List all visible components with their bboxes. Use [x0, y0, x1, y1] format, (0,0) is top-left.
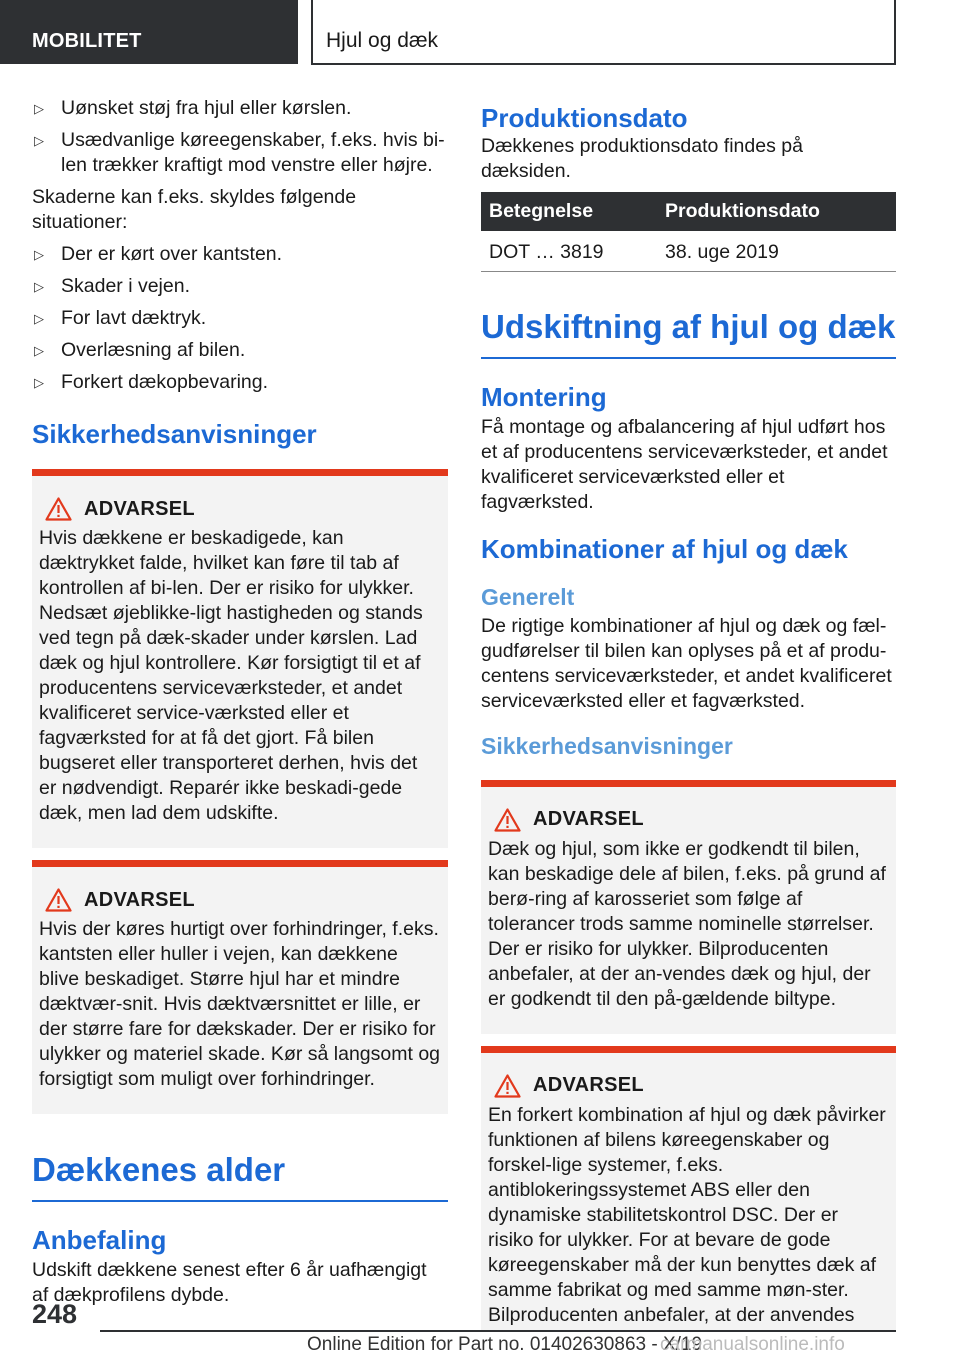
replace-heading: Udskiftning af hjul og dæk — [481, 307, 896, 359]
warning-triangle-icon — [494, 1074, 521, 1098]
recommend-text: Udskift dækkene senest efter 6 år uafhængigt af dækprofilens dybde. — [32, 1259, 427, 1306]
watermark: carmanualsonline.info — [660, 1334, 845, 1355]
warning-title: ADVARSEL — [84, 888, 195, 911]
list-item: ▷ Usædvanlige køreegenskaber, f.eks. hvis bi-len trækker kraftigt mod venstre eller højre. — [34, 129, 445, 176]
age-heading: Dækkenes alder — [32, 1150, 448, 1202]
prod-heading: Produktionsdato — [481, 103, 688, 133]
combo-heading: Kombinationer af hjul og dæk — [481, 533, 848, 564]
bullet-triangle-icon: ▷ — [34, 279, 44, 294]
warning-text: Hvis der køres hurtigt over forhindringer, f.eks. kantsten eller huller i vejen, kan dækkene blive beskadiget. Større hjul har et mindre dæktvær-snit. Hvis dæktværsnittet er lille, er der større fare for dækskader. Der er risiko for ulykker og materiel skade. Kør så langsomt og forsigtigt som muligt over forhindringer. — [39, 918, 441, 1090]
safety-heading-right: Sikkerhedsanvisninger — [481, 732, 733, 759]
topic-title: Hjul og dæk — [326, 29, 439, 52]
section-tab — [0, 0, 298, 64]
bullet-triangle-icon: ▷ — [34, 101, 44, 116]
footer-divider — [100, 1330, 896, 1332]
warning-box — [481, 1046, 896, 1332]
warning-text: Hvis dækkene er beskadigede, kan dæktrykket falde, hvilket kan føre til tab af kontrollen af bi-len. Der er risiko for ulykker. Nedsæt øjeblikke-ligt hastigheden og stands ved tegn på dæk-skader under kørslen. Lad dæk og hjul kontrollere. Kør forsigtigt til et af producentens serviceværksteder, et andet kvalificeret service-værksted eller et fagværksted for at få det gjort. Få bilen bugseret eller transporteret derhen, hvis det er nødvendigt. Reparér ikke beskadi-gede dæk, men lad dem udskifte. — [39, 527, 423, 824]
list-item: ▷ Forkert dækopbevaring. — [34, 371, 269, 393]
list-item: ▷ Skader i vejen. — [34, 275, 190, 297]
edition-text: Online Edition for Part no. 01402630863 - X/19 — [307, 1334, 703, 1355]
warning-title: ADVARSEL — [533, 1074, 644, 1096]
production-date-table — [481, 192, 896, 272]
table-header: Produktionsdato — [657, 192, 896, 231]
damage-intro: Skaderne kan f.eks. skyldes følgende situationer: — [32, 186, 357, 233]
mount-heading: Montering — [481, 381, 607, 412]
list-item: ▷ For lavt dæktryk. — [34, 307, 207, 329]
table-cell: DOT … 3819 — [481, 231, 657, 271]
warning-triangle-icon — [45, 888, 72, 912]
warning-box — [481, 780, 896, 1034]
prod-text: Dækkenes produktionsdato findes på dæksiden. — [481, 135, 803, 182]
safety-heading: Sikkerhedsanvisninger — [32, 419, 317, 449]
left-column — [32, 96, 448, 1315]
right-column — [481, 96, 896, 1332]
topic-tab — [311, 0, 896, 65]
table-header: Betegnelse — [481, 192, 657, 231]
warning-title: ADVARSEL — [84, 497, 195, 520]
bullet-triangle-icon: ▷ — [34, 311, 44, 326]
bullet-triangle-icon: ▷ — [34, 343, 44, 358]
bullet-triangle-icon: ▷ — [34, 375, 44, 390]
table-cell: 38. uge 2019 — [657, 231, 896, 271]
general-heading: Generelt — [481, 583, 575, 610]
section-title: MOBILITET — [32, 30, 142, 52]
general-text: De rigtige kombinationer af hjul og dæk og fæl-gudførelser til bilen kan oplyses på et af produ-centens serviceværksteder, et andet kvalificeret serviceværksted eller et fagværksted. — [481, 614, 892, 712]
warning-triangle-icon — [494, 808, 521, 832]
table-row — [481, 231, 896, 271]
list-item: ▷ Der er kørt over kantsten. — [34, 243, 283, 265]
warning-text: En forkert kombination af hjul og dæk påvirker funktionen af bilens køreegenskaber og forskel-lige systemer, f.eks. antiblokeringssystemet ABS eller den dynamiske stabilitetskontrol DSC. Der er risiko for ulykker. For at bevare de gode køreegenskaber må der kun benyttes dæk af samme fabrikat og med samme møn-ster. Bilproducenten anbefaler, at der anvendes — [488, 1103, 886, 1326]
page-number: 248 — [32, 1299, 78, 1329]
warning-box — [32, 860, 448, 1114]
list-item: ▷ Uønsket støj fra hjul eller kørslen. — [34, 97, 352, 119]
warning-triangle-icon — [45, 497, 72, 521]
warning-title: ADVARSEL — [533, 808, 644, 830]
recommend-heading: Anbefaling — [32, 1225, 167, 1255]
bullet-triangle-icon: ▷ — [34, 247, 44, 262]
warning-box — [32, 469, 448, 848]
list-item: ▷ Overlæsning af bilen. — [34, 339, 246, 361]
warning-text: Dæk og hjul, som ikke er godkendt til bilen, kan beskadige dele af bilen, f.eks. på grund af berø-ring af karosseriet som følge af tolerancer trods samme nominelle størrelser. Der er risiko for ulykker. Bilproducenten anbefaler, at der an-vendes dæk og hjul, der er godkendt til den på-gældende biltype. — [488, 837, 886, 1010]
bullet-triangle-icon: ▷ — [34, 133, 44, 148]
mount-text: Få montage og afbalancering af hjul udført hos et af producentens serviceværksteder, et andet kvalificeret serviceværksted eller et fagværksted. — [481, 415, 888, 513]
